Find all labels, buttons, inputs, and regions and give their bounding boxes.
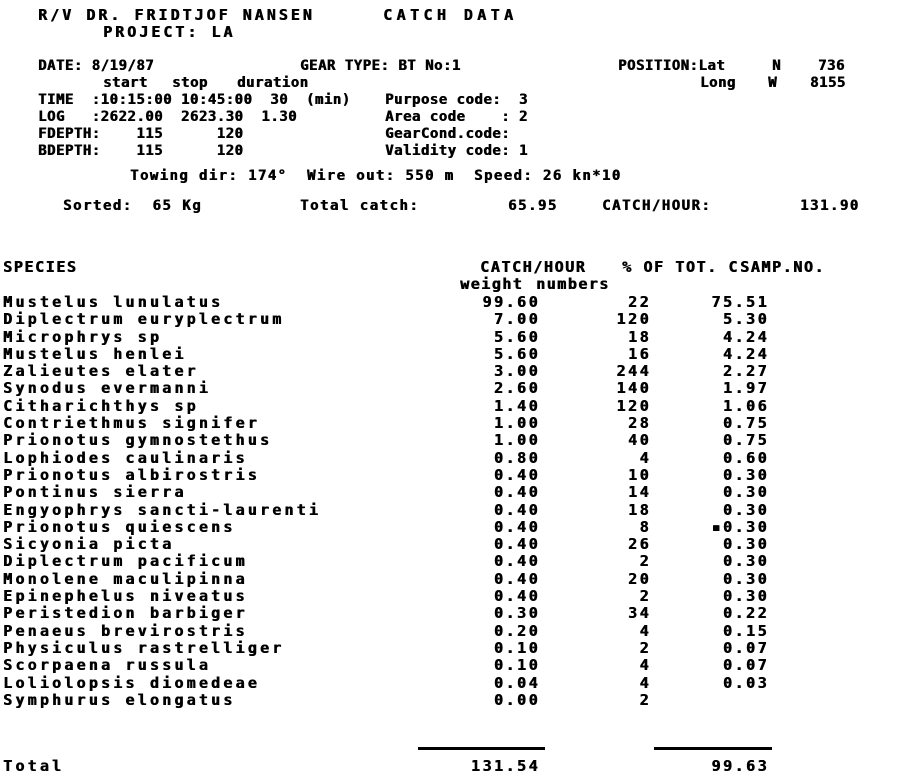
table-row	[0, 414, 900, 431]
table-row	[0, 328, 900, 345]
time-line: TIME :10:15:00 10:45:00 30 (min)	[38, 92, 351, 108]
catch-numbers: 244	[616, 362, 651, 381]
catch-weight: 0.40	[493, 483, 540, 502]
catch-numbers: 2	[639, 587, 651, 606]
catch-weight: 3.00	[493, 362, 540, 381]
catch-numbers: 4	[639, 448, 651, 467]
percent-of-total: 0.30	[722, 500, 769, 519]
catch-numbers: 18	[627, 327, 651, 346]
catch-numbers: 2	[639, 690, 651, 709]
catch-weight: 1.40	[493, 396, 540, 415]
catch-weight: 0.00	[493, 690, 540, 709]
species-name: Symphurus elongatus	[3, 690, 236, 709]
table-row	[0, 535, 900, 552]
catch-numbers: 22	[627, 293, 651, 311]
catch-weight: 0.04	[493, 673, 540, 692]
catch-numbers: 120	[616, 310, 651, 329]
total-pct-rule	[654, 747, 772, 750]
vessel-name: R/V DR. FRIDTJOF NANSEN	[38, 6, 315, 24]
catch-numbers: 40	[627, 431, 651, 450]
percent-of-total: ▪0.30	[711, 517, 769, 536]
catch-hour-label: CATCH/HOUR:	[602, 198, 712, 214]
percent-of-total: 0.15	[722, 621, 769, 640]
species-name: Sicyonia picta	[3, 535, 175, 554]
catch-numbers: 16	[627, 344, 651, 363]
col-header-numbers: numbers	[536, 275, 610, 293]
long-label: Long	[700, 75, 736, 91]
species-name: Penaeus brevirostris	[3, 621, 248, 640]
percent-of-total: 0.75	[722, 431, 769, 450]
catch-numbers: 4	[639, 673, 651, 692]
catch-weight: 0.40	[493, 587, 540, 606]
catch-weight: 5.60	[493, 327, 540, 346]
percent-of-total: 0.07	[722, 656, 769, 675]
table-row	[0, 552, 900, 569]
catch-numbers: 140	[616, 379, 651, 398]
catch-numbers: 14	[627, 483, 651, 502]
catch-hour-value: 131.90	[800, 198, 860, 214]
page-title: CATCH DATA	[383, 6, 518, 24]
date-line: DATE: 8/19/87	[38, 58, 155, 74]
catch-numbers: 2	[639, 638, 651, 657]
col-header-weight: weight	[460, 275, 524, 293]
area-code: Area code : 2	[385, 109, 528, 125]
catch-weight: 2.60	[493, 379, 540, 398]
fdepth-line: FDEPTH: 115 120	[38, 126, 244, 142]
species-name: Diplectrum pacificum	[3, 552, 248, 571]
table-row	[0, 293, 900, 310]
species-name: Loliolopsis diomedeae	[3, 673, 260, 692]
table-row	[0, 570, 900, 587]
species-name: Synodus evermanni	[3, 379, 211, 398]
percent-of-total: 0.30	[722, 483, 769, 502]
total-pct-value: 99.63	[711, 757, 769, 775]
catch-weight: 0.40	[493, 517, 540, 536]
table-row	[0, 691, 900, 708]
catch-weight: 5.60	[493, 344, 540, 363]
catch-weight: 0.10	[493, 656, 540, 675]
percent-of-total: 1.06	[722, 396, 769, 415]
project-label: PROJECT: LA	[103, 23, 236, 41]
species-name: Pontinus sierra	[3, 483, 187, 502]
percent-of-total: 75.51	[711, 293, 769, 311]
percent-of-total: 0.30	[722, 587, 769, 606]
table-row	[0, 345, 900, 362]
species-name: Peristedion barbiger	[3, 604, 248, 623]
species-name: Contriethmus signifer	[3, 414, 260, 433]
purpose-code: Purpose code: 3	[385, 92, 528, 108]
gear-type: GEAR TYPE: BT No:1	[300, 58, 461, 74]
total-weight-value: 131.54	[470, 757, 540, 775]
col-header-duration: duration	[237, 75, 309, 91]
towing-line: Towing dir: 174° Wire out: 550 m Speed: 26 kn*10	[130, 168, 622, 184]
table-row	[0, 379, 900, 396]
gearcond-code: GearCond.code:	[385, 126, 511, 142]
species-name: Epinephelus niveatus	[3, 587, 248, 606]
species-name: Citharichthys sp	[3, 396, 199, 415]
catch-numbers: 120	[616, 396, 651, 415]
table-row	[0, 622, 900, 639]
percent-of-total: 4.24	[722, 344, 769, 363]
percent-of-total: 0.30	[722, 569, 769, 588]
species-name: Prionotus albirostris	[3, 465, 260, 484]
species-name: Mustelus lunulatus	[3, 293, 224, 311]
catch-weight: 0.40	[493, 500, 540, 519]
catch-weight: 99.60	[482, 293, 540, 311]
catch-numbers: 18	[627, 500, 651, 519]
catch-numbers: 34	[627, 604, 651, 623]
col-header-samp-no: SAMP.NO.	[740, 258, 826, 276]
table-row	[0, 501, 900, 518]
table-row	[0, 674, 900, 691]
total-catch-label: Total catch:	[300, 198, 420, 214]
total-catch-value: 65.95	[508, 198, 558, 214]
catch-weight: 0.30	[493, 604, 540, 623]
catch-numbers: 2	[639, 552, 651, 571]
percent-of-total: 0.03	[722, 673, 769, 692]
catch-weight: 0.80	[493, 448, 540, 467]
species-name: Diplectrum euryplectrum	[3, 310, 285, 329]
table-row	[0, 518, 900, 535]
catch-weight: 0.20	[493, 621, 540, 640]
table-row	[0, 587, 900, 604]
species-name: Mustelus henlei	[3, 344, 187, 363]
percent-of-total: 5.30	[722, 310, 769, 329]
percent-of-total: 0.30	[722, 465, 769, 484]
table-row	[0, 483, 900, 500]
catch-weight: 0.40	[493, 569, 540, 588]
catch-weight: 0.40	[493, 465, 540, 484]
col-header-stop: stop	[172, 75, 208, 91]
col-header-start: start	[103, 75, 148, 91]
catch-numbers: 26	[627, 535, 651, 554]
catch-weight: 1.00	[493, 414, 540, 433]
catch-weight: 0.10	[493, 638, 540, 657]
lat-value: 736	[818, 58, 845, 74]
validity-code: Validity code: 1	[385, 143, 528, 159]
species-name: Zalieutes elater	[3, 362, 199, 381]
catch-numbers: 4	[639, 621, 651, 640]
species-name: Microphrys sp	[3, 327, 162, 346]
col-header-species: SPECIES	[3, 258, 78, 276]
col-header-catch-hour: CATCH/HOUR	[480, 258, 587, 276]
catch-weight: 7.00	[493, 310, 540, 329]
catch-weight: 1.00	[493, 431, 540, 450]
catch-weight: 0.40	[493, 552, 540, 571]
percent-of-total: 0.22	[722, 604, 769, 623]
catch-numbers: 20	[627, 569, 651, 588]
long-value: 8155	[810, 75, 846, 91]
percent-of-total: 0.30	[722, 535, 769, 554]
species-name: Scorpaena russula	[3, 656, 211, 675]
percent-of-total: 0.30	[722, 552, 769, 571]
bdepth-line: BDEPTH: 115 120	[38, 143, 244, 159]
table-row	[0, 466, 900, 483]
species-name: Physiculus rastrelliger	[3, 638, 285, 657]
species-table	[0, 293, 900, 708]
catch-weight: 0.40	[493, 535, 540, 554]
percent-of-total: 1.97	[722, 379, 769, 398]
table-row	[0, 362, 900, 379]
table-row	[0, 604, 900, 621]
table-row	[0, 639, 900, 656]
table-row	[0, 431, 900, 448]
species-name: Prionotus gymnostethus	[3, 431, 273, 450]
species-name: Prionotus quiescens	[3, 517, 236, 536]
percent-of-total: 0.60	[722, 448, 769, 467]
sorted-value: Sorted: 65 Kg	[63, 198, 203, 214]
catch-numbers: 4	[639, 656, 651, 675]
table-row	[0, 656, 900, 673]
catch-numbers: 8	[639, 517, 651, 536]
species-name: Monolene maculipinna	[3, 569, 248, 588]
table-row	[0, 449, 900, 466]
total-label: Total	[3, 757, 65, 775]
species-name: Lophiodes caulinaris	[3, 448, 248, 467]
total-weight-rule	[418, 747, 545, 750]
col-header-pct: % OF TOT. C	[622, 258, 739, 276]
percent-of-total: 4.24	[722, 327, 769, 346]
position-label: POSITION:Lat	[618, 58, 726, 74]
table-row	[0, 397, 900, 414]
percent-of-total: 2.27	[722, 362, 769, 381]
lat-hemisphere: N	[772, 58, 781, 74]
catch-numbers: 10	[627, 465, 651, 484]
table-row	[0, 310, 900, 327]
percent-of-total: 0.75	[722, 414, 769, 433]
log-line: LOG :2622.00 2623.30 1.30	[38, 109, 297, 125]
long-hemisphere: W	[768, 75, 777, 91]
catch-numbers: 28	[627, 414, 651, 433]
percent-of-total: 0.07	[722, 638, 769, 657]
species-name: Engyophrys sancti-laurenti	[3, 500, 321, 519]
